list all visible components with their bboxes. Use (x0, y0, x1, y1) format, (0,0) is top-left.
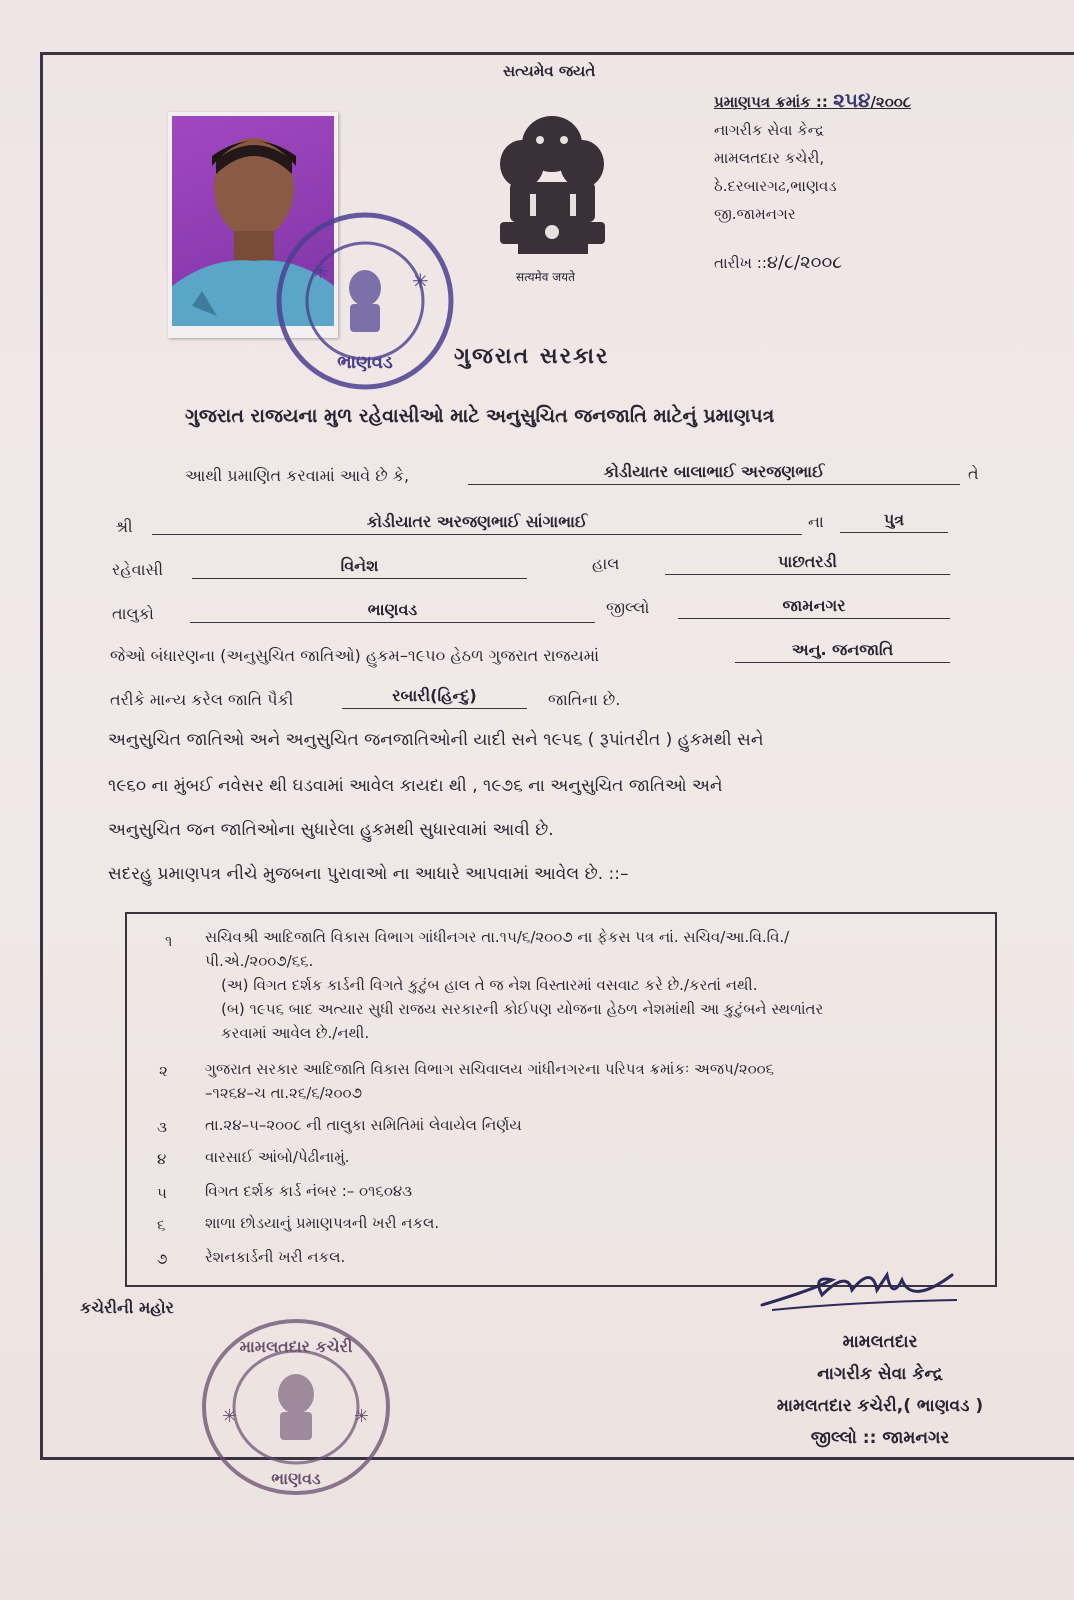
office-seal-stamp (272, 208, 458, 394)
evidence-item: શાળા છોડયાનું પ્રમાણપત્રની ખરી નકલ. (205, 1214, 440, 1232)
taluka: ભાણવડ (190, 600, 595, 623)
evidence-item: રેશનકાર્ડની ખરી નકલ. (205, 1248, 346, 1266)
relation: પુત્ર (840, 510, 948, 533)
paragraph-line: સદરહુ પ્રમાણપત્ર નીચે મુજબના પુરાવાઓ ના આધારે આપવામાં આવેલ છે. ::– (108, 864, 629, 884)
office-seal-label: કચેરીની મહોર (80, 1298, 174, 1317)
item-number: ૬ (157, 1216, 166, 1234)
office-seal-stamp-bottom (196, 1312, 396, 1502)
evidence-item: વિગત દર્શક કાર્ડ નંબર :– ૦૧૬૦૪૩ (205, 1182, 413, 1200)
issue-date: તારીખ ::૪/૮/૨૦૦૮ (714, 252, 843, 273)
item-number: ૩ (157, 1118, 167, 1136)
evidence-box (125, 912, 997, 1287)
item-number: ૭ (157, 1250, 168, 1268)
recognized-text: તરીકે માન્ય કરેલ જાતિ પૈકી (110, 690, 294, 709)
caste-suffix: જાતિના છે. (548, 690, 621, 709)
category: અનુ. જનજાતિ (735, 640, 950, 663)
order-text: જેઓ બંધારણના (અનુસુચિત જાતિઓ) હુકમ–૧૯૫૦ હેઠળ ગુજરાત રાજયમાં (110, 646, 599, 665)
officer-signature (752, 1260, 962, 1320)
intro-text: આથી પ્રમાણિત કરવામાં આવે છે કે, (185, 466, 410, 485)
evidence-item: સચિવશ્રી આદિજાતિ વિકાસ વિભાગ ગાંધીનગર તા.૧૫/૬/૨૦૦૭ ના ફેકસ પત્ર નાં. સચિવ/આ.વિ.વિ./ (205, 928, 790, 946)
emblem-caption: सत्यमेव जयते (516, 270, 575, 284)
svg-text:✳: ✳ (312, 259, 329, 283)
district-label: જીલ્લો (606, 598, 650, 617)
issuer-line: ઠે.દરબારગઢ,ભાણવડ (714, 177, 837, 195)
svg-text:✳: ✳ (354, 1406, 370, 1427)
paragraph-line: અનુસુચિત જન જાતિઓના સુધારેલા હુકમથી સુધારવામાં આવી છે. (108, 820, 554, 840)
evidence-item: –૧૨૬૪–ચ તા.૨૬/૬/૨૦૦૭ (205, 1084, 363, 1102)
district: જામનગર (678, 596, 950, 619)
seal-text: ભાણવડ (271, 1469, 321, 1488)
svg-text:✳: ✳ (412, 269, 429, 293)
current-label: હાલ (592, 554, 620, 573)
government-heading: ગુજરાત સરકાર (454, 344, 610, 369)
item-number: ૨ (159, 1062, 168, 1080)
shri-label: શ્રી (115, 517, 133, 536)
paragraph-line: અનુસુચિત જાતિઓ અને અનુસુચિત જનજાતિઓની યાદી સને ૧૯૫૬ ( રૂપાંતરીત ) હુકમથી સને (108, 730, 764, 750)
issuer-line: મામલતદાર કચેરી, (714, 149, 825, 167)
seal-text: ભાણવડ (337, 352, 393, 373)
ashoka-emblem-icon (490, 104, 615, 272)
paragraph-line: ૧૯૬૦ ના મુંબઈ નવેસર થી ઘડવામાં આવેલ કાયદા થી , ૧૯૭૬ ના અનુસુચિત જાતિઓ અને (108, 776, 723, 796)
evidence-item: તા.૨૪–૫–૨૦૦૮ ની તાલુકા સમિતિમાં લેવાયેલ નિર્ણય (205, 1116, 522, 1134)
current-residence: પાછતરડી (665, 552, 950, 575)
item-number: ૧ (165, 932, 173, 950)
motto: સત્યમેવ જયતે (503, 62, 596, 80)
issuer-line: જી.જામનગર (714, 205, 796, 223)
issuer-block (714, 86, 911, 228)
certificate-number: પ્રમાણપત્ર ક્રમાંક :: ૨૫૪/૨૦૦૮ (714, 88, 912, 112)
evidence-item: (અ) વિગત દર્શક કાર્ડની વિગતે કુટુંબ હાલ તે જ નેશ વિસ્તારમાં વસવાટ કરે છે./કરતાં નથી. (221, 976, 758, 994)
item-number: ૪ (157, 1150, 167, 1168)
na-text: ના (808, 512, 824, 531)
evidence-item: (બ) ૧૯૫૬ બાદ અત્યાર સુધી રાજય સરકારની કોઈપણ યોજના હેઠળ નેશમાંથી આ કુટુંબને સ્થળાંતર (221, 1000, 824, 1018)
officer-designation: મામલતદાર નાગરીક સેવા કેન્દ્ર મામલતદાર કચેરી,( ભાણવડ ) જીલ્લો :: જામનગર (776, 1332, 984, 1448)
taluka-label: તાલુકો (112, 604, 154, 623)
te-text: તે (968, 464, 979, 483)
residence-label: રહેવાસી (112, 560, 164, 579)
certificate-title: ગુજરાત રાજયના મુળ રહેવાસીઓ માટે અનુસુચિત જનજાતિ માટેનું પ્રમાણપત્ર (185, 405, 775, 427)
evidence-item: કરવામાં આવેલ છે./નથી. (221, 1024, 370, 1042)
issuer-line: નાગરીક સેવા કેન્દ્ર (714, 121, 825, 139)
item-number: ૫ (157, 1184, 167, 1202)
evidence-item: વારસાઈ આંબો/પેઢીનામું. (205, 1148, 350, 1166)
caste: રબારી(હિન્દુ) (342, 686, 527, 709)
residence: વિનેશ (192, 556, 527, 579)
seal-text: મામલતદાર કચેરી (239, 1337, 353, 1356)
svg-text:✳: ✳ (222, 1406, 238, 1427)
evidence-item: પી.એ./૨૦૦૭/૬૬. (205, 952, 314, 970)
father-name: કોડીયાતર અરજણભાઈ સાંગાભાઈ (152, 512, 802, 535)
evidence-item: ગુજરાત સરકાર આદિજાતિ વિકાસ વિભાગ સચિવાલય ગાંધીનગરના પરિપત્ર ક્રમાંકઃ અજપ/૨૦૦૬ (205, 1060, 775, 1078)
holder-name: કોડીયાતર બાલાભાઈ અરજણભાઈ (468, 462, 960, 485)
